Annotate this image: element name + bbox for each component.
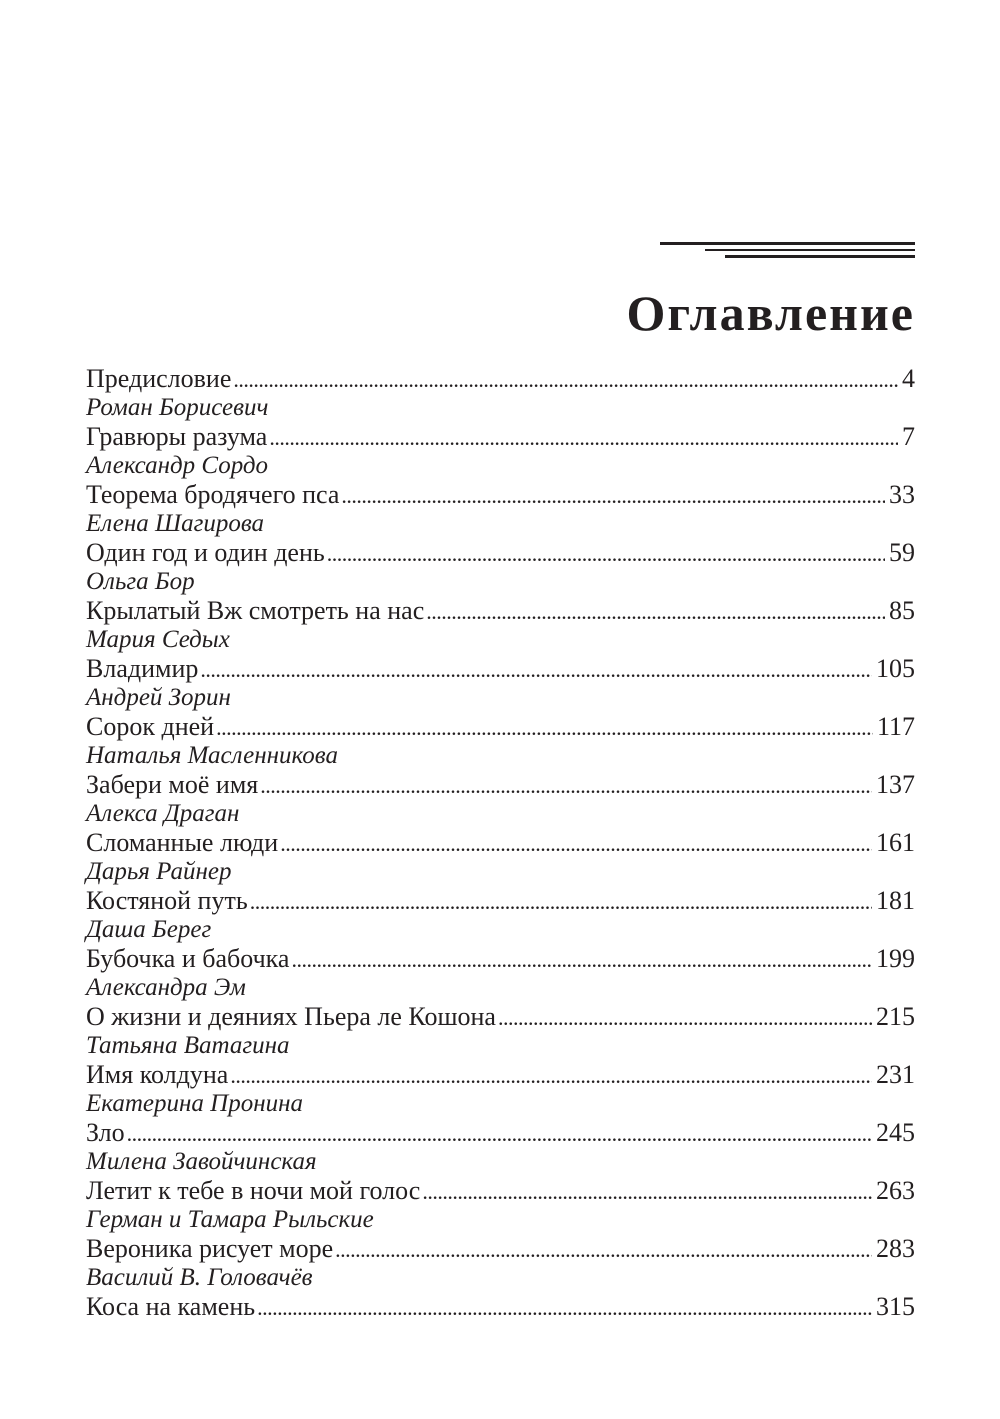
toc-entry-page: 263 — [876, 1176, 915, 1205]
toc-entry-title: Один год и один день — [86, 538, 325, 567]
toc-entry — [86, 596, 915, 625]
toc-entry — [86, 538, 915, 567]
toc-entry — [86, 944, 915, 973]
dot-leader — [230, 1060, 872, 1090]
toc-entry-page: 215 — [876, 1002, 915, 1031]
toc-author: Екатерина Пронина — [86, 1090, 304, 1117]
toc-entry-page: 85 — [889, 596, 915, 625]
dot-leader — [250, 886, 872, 916]
toc-entry-title: Владимир — [86, 654, 199, 683]
dot-leader — [269, 422, 898, 452]
toc-entry — [86, 1234, 915, 1263]
toc-entry — [86, 770, 915, 799]
toc-entry-page: 59 — [889, 538, 915, 567]
toc-entry-title: Предисловие — [86, 364, 232, 393]
toc-entry-page: 315 — [876, 1292, 915, 1321]
toc-author: Елена Шагирова — [86, 510, 265, 537]
toc-entry-page: 7 — [902, 422, 915, 451]
toc-entry-title: Теорема бродячего пса — [86, 480, 340, 509]
toc-entry-page: 245 — [876, 1118, 915, 1147]
toc-entry — [86, 886, 915, 915]
toc-entry — [86, 364, 915, 393]
dot-leader — [422, 1176, 872, 1206]
toc-entry-title: Гравюры разума — [86, 422, 268, 451]
toc-entry — [86, 1118, 915, 1147]
dot-leader — [426, 596, 885, 626]
toc-entry-title: Зло — [86, 1118, 125, 1147]
dot-leader — [498, 1002, 872, 1032]
toc-entry-page: 137 — [876, 770, 915, 799]
toc-author: Дарья Райнер — [86, 858, 232, 885]
dot-leader — [291, 944, 872, 974]
dot-leader — [257, 1292, 872, 1322]
toc-entry-title: Забери моё имя — [86, 770, 259, 799]
toc-entry — [86, 1292, 915, 1321]
toc-author: Роман Борисевич — [86, 394, 269, 421]
dot-leader — [216, 712, 873, 742]
toc-entry-title: Бубочка и бабочка — [86, 944, 290, 973]
toc-author: Татьяна Ватагина — [86, 1032, 290, 1059]
toc-entry-page: 231 — [876, 1060, 915, 1089]
toc-author: Мария Седых — [86, 626, 230, 653]
toc-entry-title: Сорок дней — [86, 712, 215, 741]
toc-entry — [86, 1176, 915, 1205]
toc-entry-page: 33 — [889, 480, 915, 509]
dot-leader — [327, 538, 885, 568]
dot-leader — [341, 480, 885, 510]
toc-entry-title: Имя колдуна — [86, 1060, 229, 1089]
toc-entry-page: 117 — [876, 712, 915, 741]
toc-entry-page: 4 — [902, 364, 915, 393]
toc-entry-title: Вероника рисует море — [86, 1234, 334, 1263]
toc-entry-page: 283 — [876, 1234, 915, 1263]
toc-author: Александра Эм — [86, 974, 246, 1001]
dot-leader — [335, 1234, 872, 1264]
toc-author: Наталья Масленникова — [86, 742, 338, 769]
toc-entry-page: 199 — [876, 944, 915, 973]
toc-author: Ольга Бор — [86, 568, 195, 595]
toc-entry — [86, 1002, 915, 1031]
toc-entry-title: Летит к тебе в ночи мой голос — [86, 1176, 421, 1205]
dot-leader — [127, 1118, 872, 1148]
dot-leader — [200, 654, 872, 684]
toc-entry-title: Костяной путь — [86, 886, 248, 915]
toc-entry — [86, 712, 915, 741]
toc-entry — [86, 1060, 915, 1089]
toc-author: Милена Завойчинская — [86, 1148, 317, 1175]
decorative-rule — [660, 242, 915, 245]
toc-author: Герман и Тамара Рыльские — [86, 1206, 374, 1233]
decorative-rule — [705, 249, 915, 251]
table-of-contents — [86, 364, 915, 1321]
toc-entry-page: 181 — [876, 886, 915, 915]
toc-entry-title: Сломанные люди — [86, 828, 279, 857]
page-title: Оглавление — [626, 285, 915, 341]
toc-author: Даша Берег — [86, 916, 212, 943]
toc-author: Алекса Драган — [86, 800, 240, 827]
dot-leader — [260, 770, 872, 800]
toc-entry-title: Крылатый Вж смотреть на нас — [86, 596, 425, 625]
decorative-rule — [725, 255, 915, 258]
toc-author: Андрей Зорин — [86, 684, 231, 711]
toc-entry-page: 105 — [876, 654, 915, 683]
toc-entry — [86, 422, 915, 451]
toc-entry — [86, 480, 915, 509]
dot-leader — [233, 364, 898, 394]
toc-author: Александр Сордо — [86, 452, 269, 479]
toc-entry-title: О жизни и деяниях Пьера ле Кошона — [86, 1002, 496, 1031]
dot-leader — [280, 828, 872, 858]
toc-entry-page: 161 — [876, 828, 915, 857]
toc-entry — [86, 654, 915, 683]
toc-entry — [86, 828, 915, 857]
toc-author: Василий В. Головачёв — [86, 1264, 313, 1291]
toc-entry-title: Коса на камень — [86, 1292, 256, 1321]
